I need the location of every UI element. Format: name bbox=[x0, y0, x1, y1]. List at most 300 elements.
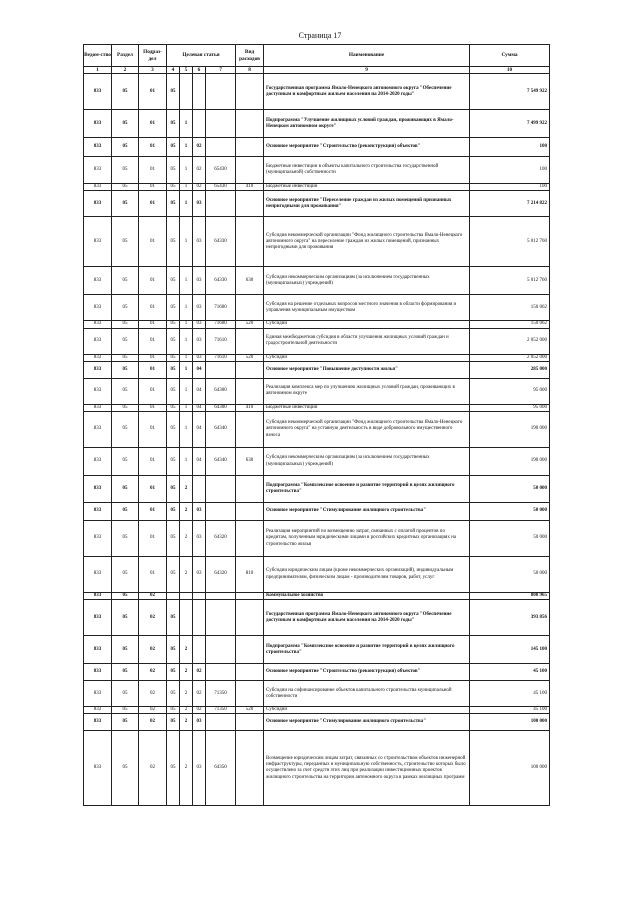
item-name: Основное мероприятие "Строительство (реконструкция) объектов" bbox=[264, 664, 470, 681]
program-code: 05 bbox=[167, 448, 180, 476]
subsection-code: 01 bbox=[139, 138, 167, 157]
event-code: 02 bbox=[193, 184, 206, 191]
program-code: 05 bbox=[167, 714, 180, 731]
item-name: Основное мероприятие "Строительство (реконструкция) объектов" bbox=[264, 138, 470, 157]
item-sum: 100 000 bbox=[470, 714, 550, 731]
table-row bbox=[84, 361, 550, 378]
expense-type-code: 810 bbox=[236, 557, 264, 593]
item-sum: 150 062 bbox=[470, 321, 550, 328]
event-code: 03 bbox=[193, 354, 206, 361]
section-code: 05 bbox=[112, 404, 139, 411]
program-code: 05 bbox=[167, 731, 180, 806]
expense-type-code bbox=[236, 681, 264, 707]
item-name: Единая межбюджетная субсидия в области улучшения жилищных условий граждан и градостроительной деятельности bbox=[264, 328, 470, 354]
column-number: 1 bbox=[84, 67, 112, 74]
program-code bbox=[167, 593, 180, 600]
program-code: 05 bbox=[167, 681, 180, 707]
column-number: 10 bbox=[470, 67, 550, 74]
dept-code: 833 bbox=[84, 707, 112, 714]
expense-type-code bbox=[236, 412, 264, 448]
expense-type-code bbox=[236, 191, 264, 217]
direction-code: 64320 bbox=[206, 557, 236, 593]
program-code: 05 bbox=[167, 295, 180, 321]
subprogram-code: 1 bbox=[180, 412, 193, 448]
event-code bbox=[193, 600, 206, 636]
subsection-code: 02 bbox=[139, 600, 167, 636]
subprogram-code: 1 bbox=[180, 361, 193, 378]
expense-type-code bbox=[236, 476, 264, 503]
item-name: Бюджетные инвестиции bbox=[264, 404, 470, 411]
dept-code: 833 bbox=[84, 521, 112, 557]
subprogram-code bbox=[180, 74, 193, 110]
section-code: 05 bbox=[112, 295, 139, 321]
section-code: 05 bbox=[112, 664, 139, 681]
direction-code: 71610 bbox=[206, 354, 236, 361]
section-code: 05 bbox=[112, 361, 139, 378]
dept-code: 833 bbox=[84, 681, 112, 707]
table-row bbox=[84, 138, 550, 157]
item-sum: 7 499 922 bbox=[470, 110, 550, 138]
expense-type-code: 520 bbox=[236, 354, 264, 361]
expense-type-code: 410 bbox=[236, 184, 264, 191]
item-sum: 285 000 bbox=[470, 361, 550, 378]
subprogram-code: 1 bbox=[180, 110, 193, 138]
table-row bbox=[84, 157, 550, 184]
item-sum: 50 000 bbox=[470, 557, 550, 593]
page-number-label: Страница 17 bbox=[298, 31, 342, 40]
event-code: 03 bbox=[193, 328, 206, 354]
item-name: Бюджетные инвестиции в объекты капитального строительства государственной (муниципальной) собственности bbox=[264, 157, 470, 184]
expense-type-code bbox=[236, 664, 264, 681]
section-code: 05 bbox=[112, 476, 139, 503]
item-name: Субсидии некоммерческим организациям (за исключением государственных (муниципальных) учреждений) bbox=[264, 267, 470, 295]
table-row bbox=[84, 664, 550, 681]
direction-code: 64340 bbox=[206, 412, 236, 448]
subsection-code: 02 bbox=[139, 707, 167, 714]
dept-code: 833 bbox=[84, 321, 112, 328]
subprogram-code bbox=[180, 600, 193, 636]
item-sum: 50 000 bbox=[470, 476, 550, 503]
item-name: Подпрограмма "Комплексное освоение и развитие территорий в целях жилищного строительства" bbox=[264, 636, 470, 664]
table-row bbox=[84, 328, 550, 354]
item-name: Основное мероприятие "Стимулирование жилищного строительства" bbox=[264, 714, 470, 731]
item-sum: 2 052 000 bbox=[470, 354, 550, 361]
event-code: 04 bbox=[193, 448, 206, 476]
dept-code: 833 bbox=[84, 217, 112, 267]
table-body bbox=[84, 74, 550, 806]
direction-code: 64300 bbox=[206, 378, 236, 404]
item-sum: 145 100 bbox=[470, 636, 550, 664]
table-row bbox=[84, 557, 550, 593]
table-row bbox=[84, 448, 550, 476]
program-code: 05 bbox=[167, 378, 180, 404]
item-name: Государственная программа Ямало-Ненецкого автономного округа "Обеспечение доступным и комфортным жильем населения на 2014-2020 годы" bbox=[264, 600, 470, 636]
direction-code: 64340 bbox=[206, 448, 236, 476]
expense-type-code bbox=[236, 157, 264, 184]
header-section: Раздел bbox=[112, 45, 139, 67]
dept-code: 833 bbox=[84, 184, 112, 191]
subsection-code: 01 bbox=[139, 521, 167, 557]
direction-code bbox=[206, 664, 236, 681]
event-code: 04 bbox=[193, 404, 206, 411]
item-name: Субсидии bbox=[264, 707, 470, 714]
event-code: 03 bbox=[193, 321, 206, 328]
table-row bbox=[84, 503, 550, 521]
item-sum: 50 000 bbox=[470, 503, 550, 521]
section-code: 05 bbox=[112, 267, 139, 295]
program-code: 05 bbox=[167, 191, 180, 217]
expense-type-code bbox=[236, 593, 264, 600]
program-code: 05 bbox=[167, 557, 180, 593]
column-number-row bbox=[84, 67, 550, 74]
subsection-code: 01 bbox=[139, 74, 167, 110]
section-code: 05 bbox=[112, 714, 139, 731]
dept-code: 833 bbox=[84, 378, 112, 404]
direction-code: 64300 bbox=[206, 404, 236, 411]
direction-code: 64330 bbox=[206, 217, 236, 267]
section-code: 05 bbox=[112, 636, 139, 664]
subprogram-code: 1 bbox=[180, 217, 193, 267]
dept-code: 833 bbox=[84, 731, 112, 806]
event-code bbox=[193, 110, 206, 138]
item-name: Бюджетные инвестиции bbox=[264, 184, 470, 191]
event-code: 04 bbox=[193, 412, 206, 448]
column-number: 8 bbox=[236, 67, 264, 74]
item-sum: 45 100 bbox=[470, 681, 550, 707]
item-sum: 45 100 bbox=[470, 664, 550, 681]
dept-code: 833 bbox=[84, 138, 112, 157]
item-sum: 393 856 bbox=[470, 600, 550, 636]
section-code: 05 bbox=[112, 448, 139, 476]
subsection-code: 01 bbox=[139, 557, 167, 593]
item-name: Субсидия некоммерческой организации "Фонд жилищного строительства Ямало-Ненецкого автономного округа" на уставную деятельность в виде добровольного имущественного взноса bbox=[264, 412, 470, 448]
program-code: 05 bbox=[167, 110, 180, 138]
item-sum: 100 bbox=[470, 138, 550, 157]
direction-code bbox=[206, 138, 236, 157]
subprogram-code: 1 bbox=[180, 354, 193, 361]
table-row bbox=[84, 184, 550, 191]
subprogram-code: 2 bbox=[180, 681, 193, 707]
dept-code: 833 bbox=[84, 448, 112, 476]
event-code: 04 bbox=[193, 378, 206, 404]
section-code: 05 bbox=[112, 110, 139, 138]
table-row bbox=[84, 404, 550, 411]
item-name: Субсидии на софинансирование объектов капитального строительства муниципальной собственности bbox=[264, 681, 470, 707]
item-name: Коммунальное хозяйство bbox=[264, 593, 470, 600]
item-sum: 150 062 bbox=[470, 295, 550, 321]
program-code: 05 bbox=[167, 157, 180, 184]
expense-type-code: 630 bbox=[236, 267, 264, 295]
subsection-code: 01 bbox=[139, 157, 167, 184]
program-code: 05 bbox=[167, 354, 180, 361]
program-code: 05 bbox=[167, 138, 180, 157]
expense-type-code bbox=[236, 74, 264, 110]
header-subsection: Подраз- дел bbox=[139, 45, 167, 67]
subprogram-code: 1 bbox=[180, 321, 193, 328]
expense-type-code bbox=[236, 503, 264, 521]
subprogram-code: 1 bbox=[180, 328, 193, 354]
item-sum: 5 012 760 bbox=[470, 267, 550, 295]
subsection-code: 01 bbox=[139, 217, 167, 267]
item-sum: 100 bbox=[470, 184, 550, 191]
direction-code bbox=[206, 503, 236, 521]
subprogram-code: 2 bbox=[180, 636, 193, 664]
subprogram-code: 1 bbox=[180, 184, 193, 191]
item-name: Подпрограмма "Улучшение жилищных условий граждан, проживающих в Ямало-Ненецком автономном округе" bbox=[264, 110, 470, 138]
subsection-code: 02 bbox=[139, 593, 167, 600]
program-code: 05 bbox=[167, 74, 180, 110]
section-code: 05 bbox=[112, 593, 139, 600]
dept-code: 833 bbox=[84, 503, 112, 521]
subprogram-code: 2 bbox=[180, 714, 193, 731]
item-sum: 7 214 822 bbox=[470, 191, 550, 217]
event-code: 03 bbox=[193, 503, 206, 521]
table-row bbox=[84, 681, 550, 707]
section-code: 05 bbox=[112, 321, 139, 328]
item-name: Субсидия некоммерческой организации "Фонд жилищного строительства Ямало-Ненецкого автономного округа" на переселение граждан из жилых помещений, признанных непригодными для проживания bbox=[264, 217, 470, 267]
event-code: 03 bbox=[193, 714, 206, 731]
budget-table bbox=[83, 44, 550, 806]
column-number: 5 bbox=[180, 67, 193, 74]
subprogram-code: 1 bbox=[180, 157, 193, 184]
subprogram-code: 2 bbox=[180, 731, 193, 806]
column-number: 7 bbox=[206, 67, 236, 74]
item-name: Основное мероприятие "Переселение граждан из жилых помещений признанных непригодными для проживания" bbox=[264, 191, 470, 217]
direction-code bbox=[206, 600, 236, 636]
expense-type-code: 410 bbox=[236, 404, 264, 411]
section-code: 05 bbox=[112, 217, 139, 267]
section-code: 05 bbox=[112, 521, 139, 557]
item-name: Основное мероприятие "Повышение доступности жилья" bbox=[264, 361, 470, 378]
subsection-code: 02 bbox=[139, 636, 167, 664]
expense-type-code: 630 bbox=[236, 448, 264, 476]
table-row bbox=[84, 593, 550, 600]
direction-code: 71600 bbox=[206, 321, 236, 328]
program-code: 05 bbox=[167, 521, 180, 557]
header-dept: Ведом-ство bbox=[84, 45, 112, 67]
dept-code: 833 bbox=[84, 593, 112, 600]
section-code: 05 bbox=[112, 378, 139, 404]
program-code: 05 bbox=[167, 361, 180, 378]
direction-code bbox=[206, 191, 236, 217]
dept-code: 833 bbox=[84, 157, 112, 184]
subprogram-code: 1 bbox=[180, 191, 193, 217]
item-name: Подпрограмма "Комплексное освоение и развитие территорий в целях жилищного строительства" bbox=[264, 476, 470, 503]
section-code: 05 bbox=[112, 707, 139, 714]
subsection-code: 01 bbox=[139, 404, 167, 411]
table-row bbox=[84, 378, 550, 404]
table-row bbox=[84, 110, 550, 138]
section-code: 05 bbox=[112, 412, 139, 448]
expense-type-code bbox=[236, 714, 264, 731]
direction-code bbox=[206, 110, 236, 138]
subprogram-code: 1 bbox=[180, 138, 193, 157]
section-code: 05 bbox=[112, 184, 139, 191]
subsection-code: 01 bbox=[139, 295, 167, 321]
direction-code: 64350 bbox=[206, 731, 236, 806]
subprogram-code: 2 bbox=[180, 557, 193, 593]
item-sum: 2 052 000 bbox=[470, 328, 550, 354]
program-code: 05 bbox=[167, 476, 180, 503]
expense-type-code bbox=[236, 378, 264, 404]
expense-type-code bbox=[236, 110, 264, 138]
section-code: 05 bbox=[112, 557, 139, 593]
subprogram-code: 2 bbox=[180, 476, 193, 503]
subsection-code: 01 bbox=[139, 354, 167, 361]
expense-type-code bbox=[236, 361, 264, 378]
subsection-code: 01 bbox=[139, 191, 167, 217]
subprogram-code: 1 bbox=[180, 295, 193, 321]
event-code: 03 bbox=[193, 191, 206, 217]
item-name: Основное мероприятие "Стимулирование жилищного строительства" bbox=[264, 503, 470, 521]
dept-code: 833 bbox=[84, 267, 112, 295]
direction-code bbox=[206, 593, 236, 600]
item-name: Реализация мероприятий по возмещению затрат, связанных с оплатой процентов по кредитам, полученным юридическими лицами в российских кредитных организациях на строительство жилья bbox=[264, 521, 470, 557]
event-code: 03 bbox=[193, 217, 206, 267]
subsection-code: 02 bbox=[139, 714, 167, 731]
table-row bbox=[84, 295, 550, 321]
expense-type-code: 520 bbox=[236, 321, 264, 328]
event-code: 03 bbox=[193, 295, 206, 321]
dept-code: 833 bbox=[84, 74, 112, 110]
subsection-code: 01 bbox=[139, 267, 167, 295]
table-row bbox=[84, 600, 550, 636]
dept-code: 833 bbox=[84, 412, 112, 448]
section-code: 05 bbox=[112, 328, 139, 354]
expense-type-code bbox=[236, 636, 264, 664]
program-code: 05 bbox=[167, 707, 180, 714]
expense-type-code bbox=[236, 217, 264, 267]
section-code: 05 bbox=[112, 503, 139, 521]
table-row bbox=[84, 412, 550, 448]
subsection-code: 01 bbox=[139, 378, 167, 404]
subsection-code: 01 bbox=[139, 321, 167, 328]
event-code: 02 bbox=[193, 664, 206, 681]
subsection-code: 01 bbox=[139, 448, 167, 476]
dept-code: 833 bbox=[84, 361, 112, 378]
event-code: 02 bbox=[193, 138, 206, 157]
header-expense-type: Вид расходов bbox=[236, 45, 264, 67]
expense-type-code bbox=[236, 138, 264, 157]
item-name: Субсидии юридическим лицам (кроме некоммерческих организаций), индивидуальным предпринимателям, физическим лицам - производителям товаров, работ, услуг bbox=[264, 557, 470, 593]
item-name: Субсидии некоммерческим организациям (за исключением государственных (муниципальных) учреждений) bbox=[264, 448, 470, 476]
subprogram-code: 2 bbox=[180, 707, 193, 714]
direction-code bbox=[206, 476, 236, 503]
table-row bbox=[84, 321, 550, 328]
dept-code: 833 bbox=[84, 191, 112, 217]
dept-code: 833 bbox=[84, 295, 112, 321]
table-row bbox=[84, 731, 550, 806]
section-code: 05 bbox=[112, 74, 139, 110]
column-number: 6 bbox=[193, 67, 206, 74]
section-code: 05 bbox=[112, 354, 139, 361]
table-row bbox=[84, 714, 550, 731]
direction-code: 71610 bbox=[206, 328, 236, 354]
subsection-code: 02 bbox=[139, 664, 167, 681]
table-row bbox=[84, 74, 550, 110]
subsection-code: 01 bbox=[139, 328, 167, 354]
column-number: 3 bbox=[139, 67, 167, 74]
program-code: 05 bbox=[167, 267, 180, 295]
program-code: 05 bbox=[167, 664, 180, 681]
subsection-code: 01 bbox=[139, 476, 167, 503]
expense-type-code bbox=[236, 600, 264, 636]
expense-type-code bbox=[236, 295, 264, 321]
direction-code bbox=[206, 714, 236, 731]
subprogram-code: 1 bbox=[180, 404, 193, 411]
item-name: Субсидии bbox=[264, 354, 470, 361]
table-row bbox=[84, 636, 550, 664]
event-code bbox=[193, 593, 206, 600]
event-code bbox=[193, 636, 206, 664]
subprogram-code: 1 bbox=[180, 378, 193, 404]
section-code: 05 bbox=[112, 138, 139, 157]
event-code: 03 bbox=[193, 557, 206, 593]
program-code: 05 bbox=[167, 503, 180, 521]
subsection-code: 01 bbox=[139, 503, 167, 521]
section-code: 05 bbox=[112, 681, 139, 707]
subsection-code: 01 bbox=[139, 361, 167, 378]
subsection-code: 02 bbox=[139, 731, 167, 806]
direction-code bbox=[206, 636, 236, 664]
program-code: 05 bbox=[167, 636, 180, 664]
header-target-item: Целевая статья bbox=[167, 45, 236, 67]
program-code: 05 bbox=[167, 328, 180, 354]
header-name: Наименование bbox=[264, 45, 470, 67]
item-name: Субсидия на решение отдельных вопросов местного значения в области формирования и управления муниципальным имуществом bbox=[264, 295, 470, 321]
column-number: 4 bbox=[167, 67, 180, 74]
item-sum: 808 965 bbox=[470, 593, 550, 600]
dept-code: 833 bbox=[84, 404, 112, 411]
event-code: 04 bbox=[193, 361, 206, 378]
item-sum: 190 000 bbox=[470, 412, 550, 448]
subprogram-code: 2 bbox=[180, 664, 193, 681]
expense-type-code bbox=[236, 521, 264, 557]
column-number: 2 bbox=[112, 67, 139, 74]
direction-code: 71600 bbox=[206, 295, 236, 321]
subsection-code: 01 bbox=[139, 412, 167, 448]
dept-code: 833 bbox=[84, 600, 112, 636]
subprogram-code: 1 bbox=[180, 267, 193, 295]
dept-code: 833 bbox=[84, 476, 112, 503]
subsection-code: 02 bbox=[139, 681, 167, 707]
item-sum: 45 100 bbox=[470, 707, 550, 714]
subprogram-code: 2 bbox=[180, 521, 193, 557]
expense-type-code bbox=[236, 731, 264, 806]
item-sum: 95 000 bbox=[470, 378, 550, 404]
table-row bbox=[84, 707, 550, 714]
expense-type-code: 520 bbox=[236, 707, 264, 714]
event-code bbox=[193, 74, 206, 110]
dept-code: 833 bbox=[84, 354, 112, 361]
item-sum: 5 012 760 bbox=[470, 217, 550, 267]
direction-code bbox=[206, 361, 236, 378]
program-code: 05 bbox=[167, 600, 180, 636]
direction-code: 71350 bbox=[206, 707, 236, 714]
table-row bbox=[84, 354, 550, 361]
subprogram-code bbox=[180, 593, 193, 600]
item-sum: 100 000 bbox=[470, 731, 550, 806]
table-row bbox=[84, 267, 550, 295]
direction-code: 65430 bbox=[206, 184, 236, 191]
dept-code: 833 bbox=[84, 714, 112, 731]
program-code: 05 bbox=[167, 217, 180, 267]
direction-code: 64320 bbox=[206, 521, 236, 557]
program-code: 05 bbox=[167, 184, 180, 191]
dept-code: 833 bbox=[84, 557, 112, 593]
dept-code: 833 bbox=[84, 664, 112, 681]
event-code: 02 bbox=[193, 707, 206, 714]
